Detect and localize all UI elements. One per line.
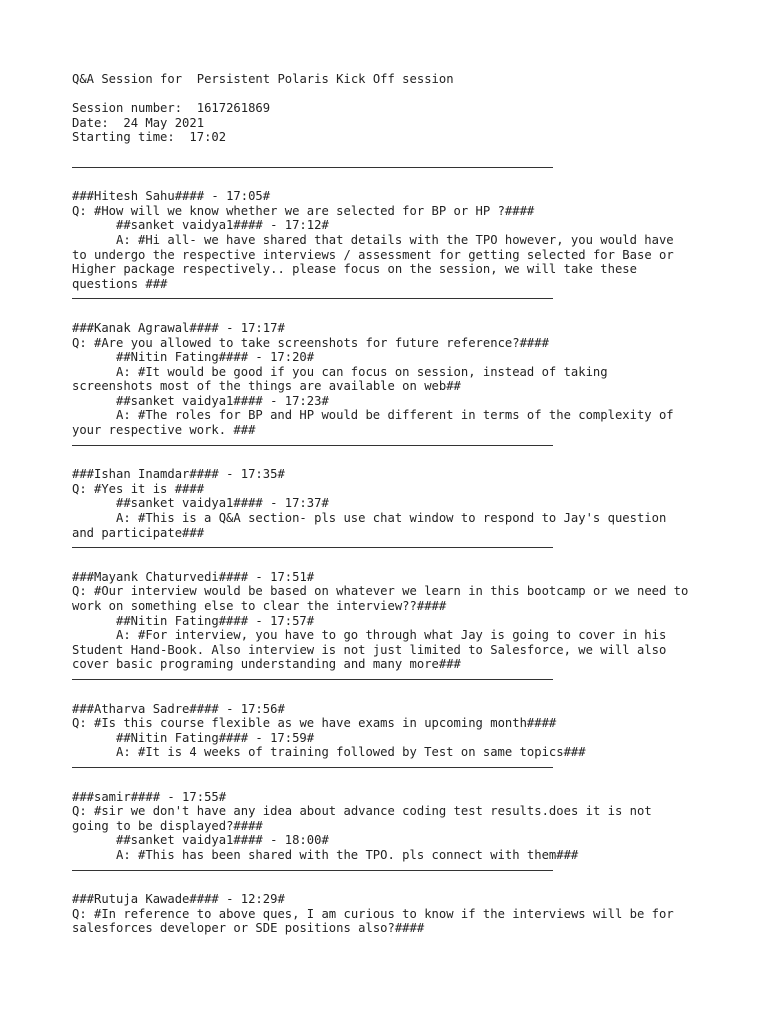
spacer [72, 87, 692, 102]
question-text: Q: #Yes it is #### [72, 481, 205, 496]
section-divider [72, 767, 553, 768]
spacer [72, 555, 692, 570]
section-divider [72, 547, 553, 548]
answer-text: A: #For interview, you have to go through what Jay is going to cover in his Student Hand-Book. Also interview is not just limited to Salesforce, we will also cover basic programing understanding and many more### [72, 628, 674, 672]
spacer [72, 306, 692, 321]
section-divider [72, 298, 553, 299]
starting-time: Starting time: 17:02 [72, 130, 227, 145]
qa-entry [72, 790, 692, 863]
question-text: Q: #sir we don't have any idea about advance coding test results.does it is not going to be displayed?#### [72, 804, 660, 833]
responder-line: ##Nitin Fating#### - 17:59# [116, 730, 315, 745]
qa-entry [72, 569, 696, 672]
section-divider [72, 870, 553, 871]
answer-text: A: #Hi all- we have shared that details with the TPO however, you would have to undergo the respective interviews / assessment for getting selected for Base or Higher package respectively.. please focus on the session, we will take these questions ### [72, 232, 682, 291]
asker-line: ###Ishan Inamdar#### - 17:35# [72, 467, 285, 482]
responder-line: ##sanket vaidya1#### - 17:23# [116, 393, 329, 408]
asker-line: ###samir#### - 17:55# [72, 789, 227, 804]
answer-text: A: #This has been shared with the TPO. pls connect with them### [116, 847, 579, 862]
answer-text: A: #This is a Q&A section- pls use chat window to respond to Jay's question and participate### [72, 511, 674, 540]
question-text: Q: #How will we know whether we are selected for BP or HP ?#### [72, 203, 535, 218]
section-divider [72, 679, 553, 680]
spacer [72, 878, 692, 893]
responder-line: ##Nitin Fating#### - 17:20# [116, 350, 315, 365]
question-text: Q: #Are you allowed to take screenshots for future reference?#### [72, 335, 549, 350]
responder-line: ##sanket vaidya1#### - 18:00# [116, 833, 329, 848]
session-date: Date: 24 May 2021 [72, 115, 205, 130]
qa-entry [72, 467, 692, 540]
responder-line: ##sanket vaidya1#### - 17:37# [116, 496, 329, 511]
asker-line: ###Atharva Sadre#### - 17:56# [72, 701, 285, 716]
spacer [72, 175, 692, 190]
question-text: Q: #In reference to above ques, I am curious to know if the interviews will be for salesforces developer or SDE positions also?#### [72, 906, 682, 936]
asker-line: ###Hitesh Sahu#### - 17:05# [72, 189, 271, 204]
section-divider [72, 445, 553, 446]
asker-line: ###Mayank Chaturvedi#### - 17:51# [72, 569, 315, 584]
answer-text: A: #The roles for BP and HP would be different in terms of the complexity of your respective work. ### [72, 408, 681, 438]
qa-entry [72, 189, 692, 291]
question-text: Q: #Our interview would be based on whatever we learn in this bootcamp or we need to work on something else to clear the interview??#### [72, 584, 696, 613]
spacer [72, 687, 692, 702]
section-divider [72, 167, 553, 168]
spacer [72, 453, 692, 468]
spacer [72, 145, 692, 160]
responder-line: ##sanket vaidya1#### - 17:12# [116, 218, 329, 233]
document-title: Q&A Session for Persistent Polaris Kick Off session [72, 72, 454, 86]
qa-entry [72, 892, 692, 936]
qa-entry [72, 321, 692, 438]
answer-text: A: #It would be good if you can focus on session, instead of taking screenshots most of the things are available on web## [72, 364, 615, 394]
asker-line: ###Rutuja Kawade#### - 12:29# [72, 892, 285, 907]
asker-line: ###Kanak Agrawal#### - 17:17# [72, 320, 285, 335]
session-number: Session number: 1617261869 [72, 101, 271, 116]
qa-transcript [72, 72, 696, 936]
question-text: Q: #Is this course flexible as we have exams in upcoming month#### [72, 716, 557, 731]
qa-entry [72, 702, 692, 760]
answer-text: A: #It is 4 weeks of training followed by Test on same topics### [116, 745, 586, 760]
responder-line: ##Nitin Fating#### - 17:57# [116, 613, 315, 628]
spacer [72, 775, 692, 790]
